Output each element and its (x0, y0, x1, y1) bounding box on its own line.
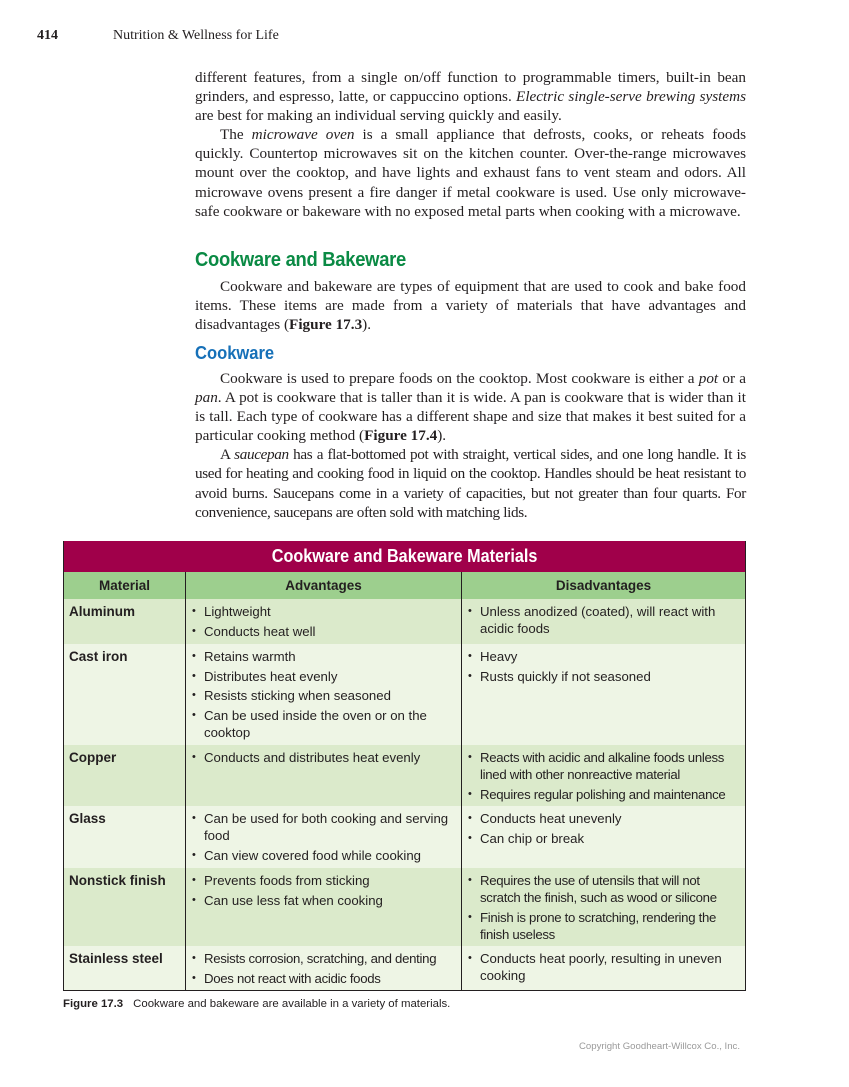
list-item: • Reacts with acidic and alkaline foods unless lined with other nonreactive material (468, 749, 741, 783)
list-item: • Unless anodized (coated), will react with acidic foods (468, 603, 741, 637)
material-cell: Stainless steel (69, 951, 163, 966)
paragraph-coffee-makers: different features, from a single on/off function to programmable timers, built-in bean grinders, and espresso, latte, or cappuccino options. Electric single-serve brewing systems are best for making an individual serving quickly and easily. (195, 69, 746, 125)
section-intro (195, 277, 746, 334)
advantages-cell (185, 806, 461, 868)
material-cell: Glass (69, 811, 106, 826)
material-cell: Aluminum (69, 604, 135, 619)
paragraph-pot-pan: Cookware is used to prepare foods on the cooktop. Most cookware is either a pot or a pan. A pot is cookware that is taller than it is wide. A pan is cookware that is wider than it is tall. Each type of cookware has a different shape and size that makes it best suited for a particular cooking method (Figure 17.4). (195, 370, 746, 445)
term-pan: pan (195, 389, 218, 407)
list-item: • Does not react with acidic foods (192, 970, 457, 987)
book-title: Nutrition & Wellness for Life (113, 28, 279, 43)
disadvantages-cell (461, 745, 745, 806)
table-row (64, 806, 745, 868)
term-single-serve: Electric single-serve brewing systems (516, 88, 746, 106)
list-item: • Prevents foods from sticking (192, 872, 457, 889)
list-item: • Conducts and distributes heat evenly (192, 749, 457, 766)
list-item: • Requires the use of utensils that will not scratch the finish, such as wood or silicone (468, 872, 741, 906)
term-pot: pot (698, 370, 719, 387)
figure-caption (63, 998, 450, 1010)
material-cell: Nonstick finish (69, 873, 166, 888)
copyright-notice: Copyright Goodheart-Willcox Co., Inc. (579, 1041, 741, 1052)
list-item: • Lightweight (192, 603, 457, 620)
disadvantages-cell (461, 806, 745, 868)
figure-label: Figure 17.3 (63, 998, 124, 1010)
heading-cookware-and-bakeware: Cookware and Bakeware (195, 249, 407, 271)
term-microwave-oven: microwave oven (251, 126, 355, 144)
subsection-cookware-body (195, 369, 746, 522)
material-cell: Cast iron (69, 649, 128, 664)
paragraph-cookware-intro: Cookware and bakeware are types of equipment that are used to cook and bake food items. These items are made from a variety of materials that have advantages and disadvantages (Figure 17.3). (195, 278, 746, 334)
table-row (64, 644, 745, 745)
figure-caption-text: Cookware and bakeware are available in a variety of materials. (133, 998, 451, 1010)
body-text-top (195, 68, 746, 221)
list-item: • Heavy (468, 648, 741, 665)
materials-table (63, 541, 746, 991)
figure-ref-17-4: Figure 17.4 (364, 427, 438, 445)
list-item: • Retains warmth (192, 648, 457, 665)
list-item: • Conducts heat poorly, resulting in uneven cooking (468, 950, 741, 984)
list-item: • Distributes heat evenly (192, 668, 457, 685)
column-header-disadvantages: Disadvantages (461, 572, 745, 599)
table-row (64, 745, 745, 806)
list-item: • Conducts heat well (192, 623, 457, 640)
list-item: • Can chip or break (468, 830, 741, 847)
table-title: Cookware and Bakeware Materials (64, 541, 745, 572)
list-item: • Rusts quickly if not seasoned (468, 668, 741, 685)
advantages-cell (185, 644, 461, 745)
disadvantages-cell (461, 868, 745, 946)
material-cell: Copper (69, 750, 117, 765)
list-item: • Can use less fat when cooking (192, 892, 457, 909)
list-item: • Resists sticking when seasoned (192, 687, 457, 704)
paragraph-microwave: The microwave oven is a small appliance that defrosts, cooks, or reheats foods quickly. Countertop microwaves sit on the kitchen counter. Over-the-range microwaves mount over the cooktop, and have lights and exhaust fans to vent steam and odors. All microwave ovens present a fire danger if metal cookware is used. Use only microwave-safe cookware or bakeware with no exposed metal parts when cooking with a microwave. (195, 126, 746, 220)
figure-ref-17-3: Figure 17.3 (289, 316, 363, 334)
running-head (37, 28, 279, 44)
page-number: 414 (37, 28, 58, 43)
table-row (64, 868, 745, 946)
column-header-advantages: Advantages (185, 572, 461, 599)
table-header-row (64, 572, 745, 599)
list-item: • Conducts heat unevenly (468, 810, 741, 827)
advantages-cell (185, 745, 461, 806)
disadvantages-cell (461, 946, 745, 990)
list-item: • Finish is prone to scratching, rendering the finish useless (468, 909, 741, 943)
column-header-material: Material (98, 578, 151, 593)
advantages-cell (185, 599, 461, 644)
list-item: • Can view covered food while cooking (192, 847, 457, 864)
heading-cookware: Cookware (195, 343, 275, 363)
list-item: • Requires regular polishing and maintenance (468, 786, 741, 803)
disadvantages-cell (461, 644, 745, 745)
section-cookware-bakeware (195, 249, 746, 272)
subsection-cookware (195, 343, 746, 364)
term-saucepan: saucepan (234, 446, 289, 464)
advantages-cell (185, 946, 461, 990)
table-row (64, 946, 745, 990)
list-item: • Can be used inside the oven or on the cooktop (192, 707, 457, 741)
disadvantages-cell (461, 599, 745, 644)
list-item: • Resists corrosion, scratching, and denting (192, 950, 457, 967)
advantages-cell (185, 868, 461, 946)
paragraph-saucepan: A saucepan has a flat-bottomed pot with straight, vertical sides, and one long handle. It is used for heating and cooking food in liquid on the cooktop. Handles should be heat resistant to avoid burns. Saucepans come in a variety of capacities, but not greater than four quarts. For convenience, saucepans are often sold with matching lids. (195, 446, 746, 521)
list-item: • Can be used for both cooking and serving food (192, 810, 457, 844)
table-row (64, 599, 745, 644)
